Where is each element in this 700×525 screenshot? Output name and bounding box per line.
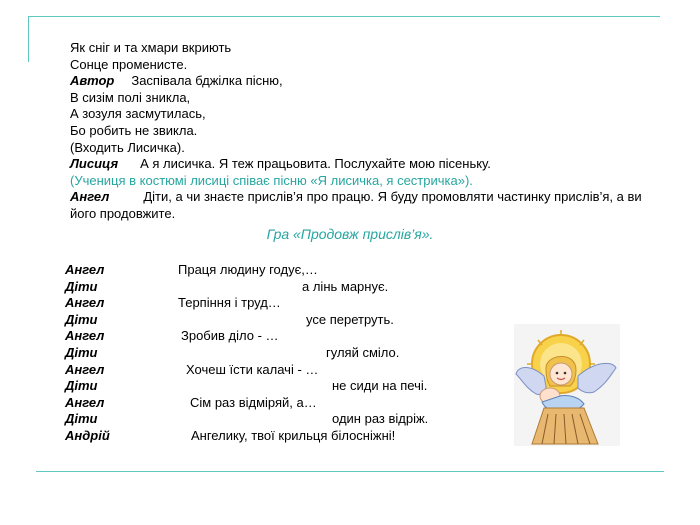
speaker-label: Діти [65,378,98,394]
speaker-label: Ангел [65,394,105,410]
speaker-label: Лисиця [70,156,119,172]
speaker-label: Діти [65,411,98,427]
intro-line: (Учениця в костюмі лисиці співає пісню «Я лисичка, я сестричка»). [70,172,473,188]
dialog-line: а лінь марнує. [302,278,389,294]
intro-line: Бо робить не звикла. [70,122,198,138]
face [550,363,572,385]
dialog-row [0,279,700,296]
speaker-label: Андрій [65,427,110,443]
dialog-line: не сиди на печі. [332,378,428,394]
left-rule [28,16,29,62]
dialog-line: Праця людину годує,… [178,262,318,277]
dialog-line: Терпіння і труд… [178,295,281,311]
speaker-label: Діти [65,278,98,294]
speaker-label: Ангел [65,328,105,344]
eye-left [556,372,559,375]
speaker-label: Автор [70,73,115,89]
intro-line: Як сніг и та хмари вкриють [70,40,232,55]
dialog-row [0,295,700,312]
intro-line: Ангел Діти, а чи знаєте прислів’я про працю. Я буду промовляти частинку прислів’я, а ви його продовжите. [70,189,642,221]
speaker-label: Ангел [65,262,105,277]
eye-right [564,372,567,375]
dialog-line: Ангелику, твої крильця білосніжні! [191,427,396,443]
intro-text [70,40,660,223]
bottom-rule [36,471,664,472]
dialog-line: Зробив діло - … [181,328,279,344]
speaker-label: Ангел [70,189,110,205]
dialog-line: гуляй сміло. [326,344,400,360]
top-rule [28,16,660,17]
intro-line: Лисиця А я лисичка. Я теж працьовита. Послухайте мою пісеньку. [70,156,491,172]
dialog-line: один раз відріж. [332,411,429,427]
speaker-label: Діти [65,344,98,360]
speaker-label: Ангел [65,361,105,377]
dialog-row [0,262,700,279]
intro-line: А зозуля засмутилась, [70,106,206,122]
dialog-line: Хочеш їсти калачі - … [186,361,319,377]
intro-line: Сонце променисте. [70,56,188,72]
intro-line: В сизім полі зникла, [70,89,191,105]
dialog-line: усе перетруть. [306,311,394,327]
intro-line: Автор Заспівала бджілка пісню, [70,73,283,89]
angel-illustration [514,324,620,446]
speaker-label: Діти [65,311,98,327]
game-title: Гра «Продовж прислів’я». [266,226,434,242]
dialog-line: Сім раз відміряй, а… [190,394,317,410]
intro-line: (Входить Лисичка). [70,139,185,155]
speaker-label: Ангел [65,295,105,311]
